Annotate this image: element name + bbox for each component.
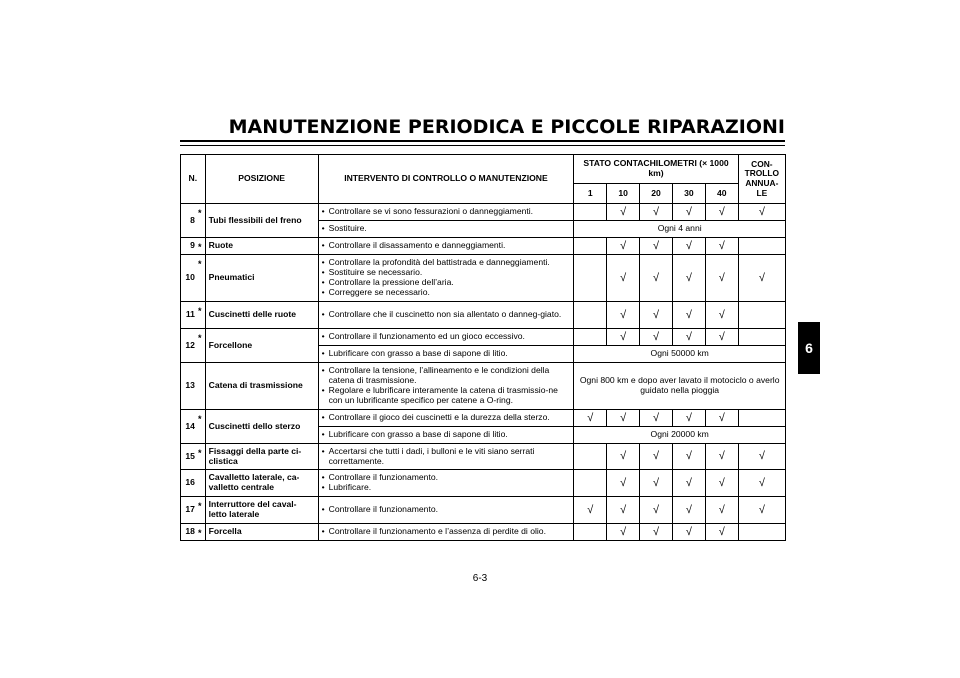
- check-mark-icon: √: [607, 497, 640, 524]
- action-item: • Controllare la tensione, l’allineamento e le condizioni della catena di trasmissione.: [322, 366, 571, 386]
- check-mark-icon: √: [705, 329, 738, 346]
- col-header-position: POSIZIONE: [205, 155, 318, 204]
- check-mark-icon: √: [607, 204, 640, 221]
- star-marker: *: [198, 204, 205, 238]
- check-mark-icon: √: [705, 444, 738, 470]
- check-mark-icon: √: [607, 444, 640, 470]
- check-mark-icon: √: [640, 255, 673, 302]
- check-mark-icon: √: [705, 497, 738, 524]
- check-mark-icon: √: [672, 470, 705, 497]
- action-item: • Controllare il funzionamento.: [322, 473, 571, 483]
- table-row: [181, 410, 786, 427]
- table-row: [181, 444, 786, 470]
- check-mark-icon: √: [705, 255, 738, 302]
- col-header-odo-20: 20: [640, 184, 673, 204]
- check-mark-icon: √: [672, 204, 705, 221]
- action-item: • Lubrificare con grasso a base di sapone di litio.: [322, 430, 571, 440]
- table-row: [181, 497, 786, 524]
- check-mark-icon: √: [738, 255, 785, 302]
- star-marker: *: [198, 410, 205, 444]
- check-mark-icon: √: [607, 410, 640, 427]
- col-header-action: INTERVENTO DI CONTROLLO O MANUTENZIONE: [318, 155, 574, 204]
- action-item: • Controllare il funzionamento ed un gioco eccessivo.: [322, 332, 571, 342]
- row-position: Fissaggi della parte ci-clistica: [205, 444, 318, 470]
- interval-text: Ogni 800 km e dopo aver lavato il motociclo o averlo guidato nella pioggia: [574, 363, 786, 410]
- col-header-n: N.: [181, 155, 206, 204]
- check-mark-icon: √: [705, 470, 738, 497]
- row-position: Cuscinetti delle ruote: [205, 302, 318, 329]
- row-position: Pneumatici: [205, 255, 318, 302]
- table-row: [181, 524, 786, 541]
- row-number: 13: [181, 363, 198, 410]
- action-item: • Sostituire se necessario.: [322, 268, 571, 278]
- check-mark-icon: √: [738, 444, 785, 470]
- action-item: • Controllare la profondità del battistrada e danneggiamenti.: [322, 258, 571, 268]
- check-mark-icon: √: [640, 497, 673, 524]
- check-mark-icon: √: [672, 255, 705, 302]
- row-position: Cuscinetti dello sterzo: [205, 410, 318, 444]
- table-row: [181, 302, 786, 329]
- table-row: [181, 238, 786, 255]
- check-mark-icon: √: [672, 497, 705, 524]
- check-mark-icon: √: [640, 329, 673, 346]
- title-rule: [180, 140, 785, 142]
- maintenance-table: [180, 154, 786, 541]
- row-number: 17: [181, 497, 198, 524]
- check-mark-icon: √: [672, 329, 705, 346]
- check-mark-icon: √: [672, 524, 705, 541]
- check-mark-icon: √: [705, 302, 738, 329]
- check-mark-icon: √: [574, 410, 607, 427]
- interval-text: Ogni 4 anni: [574, 221, 786, 238]
- title-rule-thin: [180, 145, 785, 146]
- star-marker: *: [198, 302, 205, 329]
- row-position: Catena di trasmissione: [205, 363, 318, 410]
- row-number: 12: [181, 329, 198, 363]
- check-mark-icon: √: [640, 302, 673, 329]
- star-marker: *: [198, 444, 205, 470]
- table-row: [181, 363, 786, 410]
- row-number: 9: [181, 238, 198, 255]
- action-item: • Controllare la pressione dell’aria.: [322, 278, 571, 288]
- chapter-tab[interactable]: 6: [798, 322, 820, 374]
- check-mark-icon: √: [738, 204, 785, 221]
- action-item: • Accertarsi che tutti i dadi, i bulloni e le viti siano serrati correttamente.: [322, 447, 571, 467]
- check-mark-icon: √: [574, 497, 607, 524]
- check-mark-icon: √: [607, 255, 640, 302]
- action-item: • Correggere se necessario.: [322, 288, 571, 298]
- check-mark-icon: √: [705, 410, 738, 427]
- check-mark-icon: √: [738, 497, 785, 524]
- check-mark-icon: √: [607, 302, 640, 329]
- row-number: 14: [181, 410, 198, 444]
- row-position: Tubi flessibili del freno: [205, 204, 318, 238]
- check-mark-icon: √: [640, 238, 673, 255]
- star-marker: *: [198, 238, 205, 255]
- row-position: Forcellone: [205, 329, 318, 363]
- star-marker: *: [198, 255, 205, 302]
- check-mark-icon: √: [640, 410, 673, 427]
- action-item: • Controllare il funzionamento e l’assenza di perdite di olio.: [322, 527, 571, 537]
- check-mark-icon: √: [640, 444, 673, 470]
- col-header-odo-30: 30: [672, 184, 705, 204]
- check-mark-icon: √: [705, 204, 738, 221]
- action-item: • Regolare e lubrificare interamente la catena di trasmissio-ne con un lubrificante specifico per catene a O-ring.: [322, 386, 571, 406]
- check-mark-icon: √: [640, 204, 673, 221]
- row-position: Cavalletto laterale, ca-valletto centrale: [205, 470, 318, 497]
- star-marker: *: [198, 497, 205, 524]
- check-mark-icon: √: [607, 329, 640, 346]
- action-item: • Lubrificare con grasso a base di sapone di litio.: [322, 349, 571, 359]
- table-row: [181, 255, 786, 302]
- action-item: • Controllare che il cuscinetto non sia allentato o danneg-giato.: [322, 310, 571, 320]
- page-number: 6-3: [472, 573, 488, 584]
- star-marker: *: [198, 329, 205, 363]
- action-item: • Controllare il disassamento e danneggiamenti.: [322, 241, 571, 251]
- row-number: 16: [181, 470, 198, 497]
- row-number: 15: [181, 444, 198, 470]
- check-mark-icon: √: [640, 470, 673, 497]
- action-item: • Controllare se vi sono fessurazioni o danneggiamenti.: [322, 207, 571, 217]
- star-marker: *: [198, 524, 205, 541]
- row-number: 10: [181, 255, 198, 302]
- check-mark-icon: √: [607, 470, 640, 497]
- action-item: • Controllare il funzionamento.: [322, 505, 571, 515]
- table-row: [181, 470, 786, 497]
- row-position: Forcella: [205, 524, 318, 541]
- check-mark-icon: √: [672, 410, 705, 427]
- action-item: • Controllare il gioco dei cuscinetti e la durezza della sterzo.: [322, 413, 571, 423]
- table-row: [181, 204, 786, 221]
- check-mark-icon: √: [607, 524, 640, 541]
- row-number: 8: [181, 204, 198, 238]
- col-header-odo-10: 10: [607, 184, 640, 204]
- check-mark-icon: √: [705, 524, 738, 541]
- row-position: Interruttore del caval-letto laterale: [205, 497, 318, 524]
- row-number: 18: [181, 524, 198, 541]
- page-title: MANUTENZIONE PERIODICA E PICCOLE RIPARAZIONI: [228, 116, 785, 138]
- action-item: • Lubrificare.: [322, 483, 571, 493]
- interval-text: Ogni 50000 km: [574, 346, 786, 363]
- check-mark-icon: √: [705, 238, 738, 255]
- col-header-annual: CON-TROLLO ANNUA-LE: [738, 155, 785, 204]
- action-item: • Sostituire.: [322, 224, 571, 234]
- check-mark-icon: √: [672, 238, 705, 255]
- check-mark-icon: √: [607, 238, 640, 255]
- check-mark-icon: √: [672, 302, 705, 329]
- col-header-odometer: STATO CONTACHILOMETRI (× 1000 km): [574, 155, 738, 184]
- col-header-odo-1: 1: [574, 184, 607, 204]
- table-row: [181, 329, 786, 346]
- row-number: 11: [181, 302, 198, 329]
- check-mark-icon: √: [738, 470, 785, 497]
- col-header-odo-40: 40: [705, 184, 738, 204]
- check-mark-icon: √: [640, 524, 673, 541]
- interval-text: Ogni 20000 km: [574, 427, 786, 444]
- row-position: Ruote: [205, 238, 318, 255]
- check-mark-icon: √: [672, 444, 705, 470]
